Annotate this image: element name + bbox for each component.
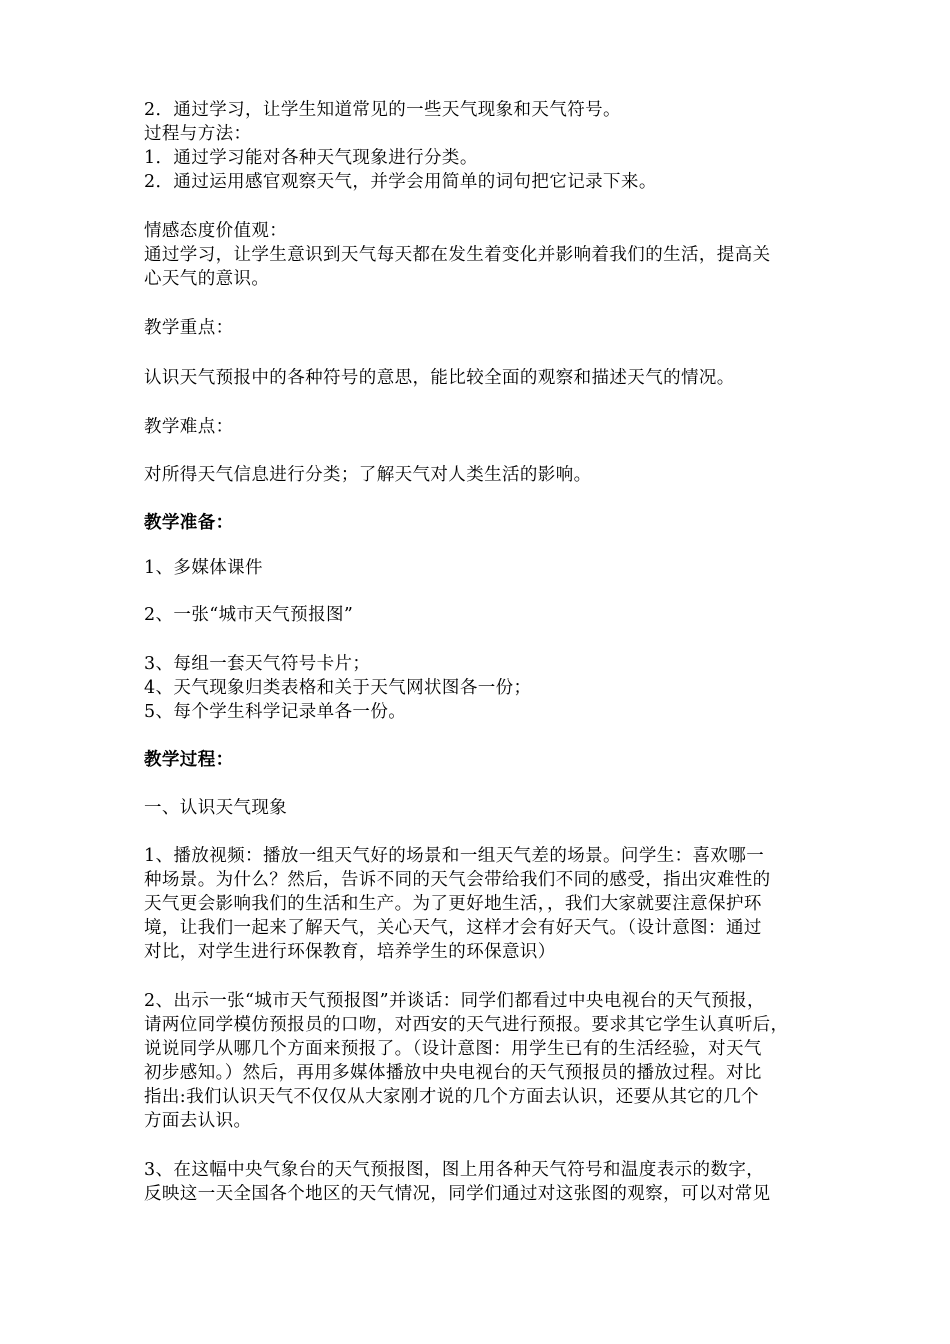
step-1-line-2: 种场景。为什么？然后，告诉不同的天气会带给我们不同的感受，指出灾难性的 [144,870,771,890]
preparation-item-4: 4、天气现象归类表格和关于天气网状图各一份； [144,678,532,698]
preparation-heading: 教学准备： [144,513,234,533]
step-1-line-1: 1、播放视频：播放一组天气好的场景和一组天气差的场景。问学生：喜欢哪一 [144,846,765,866]
preparation-item-2: 2、一张“城市天气预报图” [144,605,354,625]
step-2-line-6: 方面去认识。 [144,1111,252,1131]
step-2-line-5: 指出:我们认识天气不仅仅从大家刚才说的几个方面去认识，还要从其它的几个 [144,1087,759,1107]
preparation-item-5: 5、每个学生科学记录单各一份。 [144,702,407,722]
section-one-heading: 一、认识天气现象 [144,798,288,818]
step-2-line-1: 2、出示一张“城市天气预报图”并谈话：同学们都看过中央电视台的天气预报， [144,991,765,1011]
step-2-line-2: 请两位同学模仿预报员的口吻，对西安的天气进行预报。要求其它学生认真听后， [144,1015,789,1035]
step-2-line-3: 说说同学从哪几个方面来预报了。（设计意图：用学生已有的生活经验，对天气 [144,1039,762,1059]
process-heading: 教学过程： [144,750,234,770]
step-1-line-5: 对比，对学生进行环保教育，培养学生的环保意识） [144,942,556,962]
attitude-heading: 情感态度价值观： [144,221,288,241]
process-line-1: 1．通过学习能对各种天气现象进行分类。 [144,148,478,168]
step-3-line-1: 3、在这幅中央气象台的天气预报图，图上用各种天气符号和温度表示的数字， [144,1160,765,1180]
difficulty-heading: 教学难点： [144,417,234,437]
step-1-line-3: 天气更会影响我们的生活和生产。为了更好地生活，，我们大家就要注意保护环 [144,894,762,914]
step-3-line-2: 反映这一天全国各个地区的天气情况，同学们通过对这张图的观察，可以对常见 [144,1184,771,1204]
process-line-2: 2．通过运用感官观察天气，并学会用简单的词句把它记录下来。 [144,172,657,192]
preparation-item-1: 1、多媒体课件 [144,558,263,578]
attitude-text-line-2: 心天气的意识。 [144,269,270,289]
objective-line-2: 2．通过学习，让学生知道常见的一些天气现象和天气符号。 [144,100,621,120]
step-2-line-4: 初步感知。）然后，再用多媒体播放中央电视台的天气预报员的播放过程。对比 [144,1063,762,1083]
attitude-text-line-1: 通过学习，让学生意识到天气每天都在发生着变化并影响着我们的生活，提高关 [144,245,771,265]
key-point-heading: 教学重点： [144,318,234,338]
difficulty-text: 对所得天气信息进行分类；了解天气对人类生活的影响。 [144,465,592,485]
step-1-line-4: 境，让我们一起来了解天气，关心天气，这样才会有好天气。（设计意图：通过 [144,918,762,938]
preparation-item-3: 3、每组一套天气符号卡片； [144,654,371,674]
key-point-text: 认识天气预报中的各种符号的意思，能比较全面的观察和描述天气的情况。 [144,368,735,388]
process-method-heading: 过程与方法： [144,124,252,144]
